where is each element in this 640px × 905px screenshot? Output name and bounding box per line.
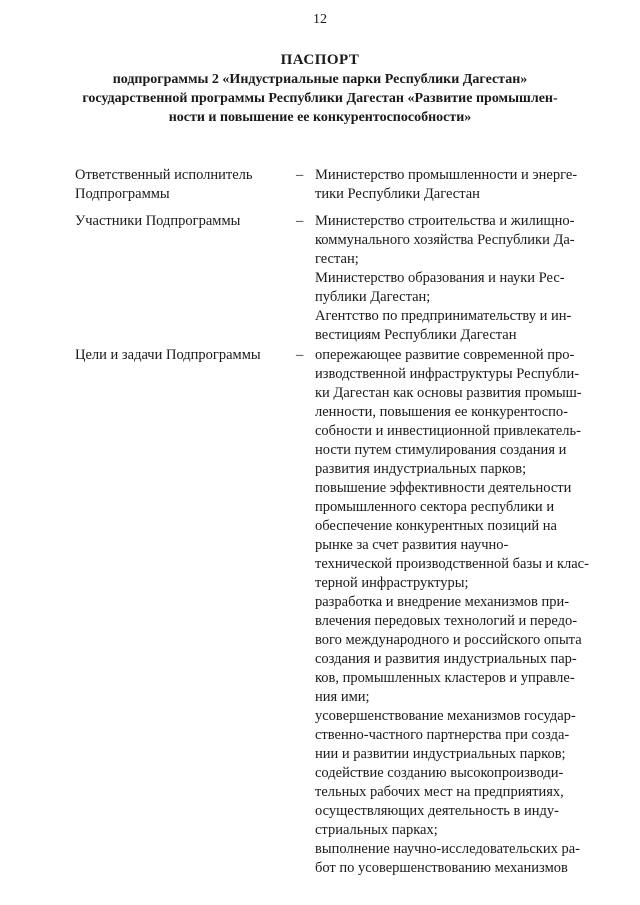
- row-value: [315, 212, 601, 345]
- row-label: [75, 346, 290, 365]
- value-line: публики Дагестан;: [315, 289, 431, 305]
- value-line: Министерство строительства и жилищно-: [315, 213, 575, 229]
- value-line: разработка и внедрение механизмов при-: [315, 594, 570, 610]
- value-line: технической производственной базы и клас-: [315, 556, 589, 572]
- value-line: влечения передовых технологий и передо-: [315, 613, 578, 629]
- value-line: нии и развитии индустриальных парков;: [315, 746, 566, 762]
- subtitle-line: ности и повышение ее конкурентоспособности»: [168, 110, 472, 125]
- value-line: опережающее развитие современной про-: [315, 347, 575, 363]
- subtitle-line: подпрограммы 2 «Индустриальные парки Республики Дагестан»: [112, 72, 528, 87]
- row-label-line: Подпрограммы: [75, 186, 170, 202]
- value-line: осуществляющих деятельность в инду-: [315, 803, 559, 819]
- value-line: усовершенствование механизмов государ-: [315, 708, 576, 724]
- value-line: развития индустриальных парков;: [315, 461, 527, 477]
- value-line: собности и инвестиционной привлекатель-: [315, 423, 581, 439]
- value-line: стриальных парках;: [315, 822, 438, 838]
- value-line: ков, промышленных кластеров и управле-: [315, 670, 575, 686]
- value-line: изводственной инфраструктуры Республи-: [315, 366, 580, 382]
- value-line: ки Дагестан как основы развития промыш-: [315, 385, 582, 401]
- row-dash: –: [296, 347, 304, 363]
- value-line: выполнение научно-исследовательских ра-: [315, 841, 580, 857]
- value-line: ственно-частного партнерства при созда-: [315, 727, 570, 743]
- row-label-line: Ответственный исполнитель: [75, 167, 253, 183]
- value-line: рынке за счет развития научно-: [315, 537, 509, 553]
- row-label: [75, 212, 290, 231]
- value-line: повышение эффективности деятельности: [315, 480, 572, 496]
- row-label-line: Участники Подпрограммы: [75, 213, 241, 229]
- passport-heading: [60, 50, 580, 127]
- subtitle-line: государственной программы Республики Дагестан «Развитие промышлен-: [82, 91, 558, 106]
- value-line: Министерство образования и науки Рес-: [315, 270, 565, 286]
- value-line: ленности, повышения ее конкурентоспо-: [315, 404, 568, 420]
- value-line: ния ими;: [315, 689, 370, 705]
- document-title: ПАСПОРТ: [280, 52, 360, 68]
- row-value: [315, 166, 601, 204]
- value-line: ности путем стимулирования создания и: [315, 442, 567, 458]
- value-line: промышленного сектора республики и: [315, 499, 555, 515]
- value-line: терной инфраструктуры;: [315, 575, 469, 591]
- value-line: обеспечение конкурентных позиций на: [315, 518, 557, 534]
- value-line: Агентство по предпринимательству и ин-: [315, 308, 572, 324]
- value-line: гестан;: [315, 251, 359, 267]
- value-line: вого международного и российского опыта: [315, 632, 582, 648]
- value-line: создания и развития индустриальных пар-: [315, 651, 577, 667]
- value-line: тики Республики Дагестан: [315, 186, 480, 202]
- row-label: [75, 166, 290, 204]
- value-line: Министерство промышленности и энерге-: [315, 167, 578, 183]
- value-line: тельных рабочих мест на предприятиях,: [315, 784, 564, 800]
- value-line: содействие созданию высокопроизводи-: [315, 765, 564, 781]
- value-line: коммунального хозяйства Республики Да-: [315, 232, 575, 248]
- row-label-line: Цели и задачи Подпрограммы: [75, 347, 261, 363]
- row-value: [315, 346, 601, 878]
- value-line: бот по усовершенствованию механизмов: [315, 860, 568, 876]
- row-dash: –: [296, 213, 304, 229]
- page-number: 12: [313, 12, 327, 27]
- value-line: вестициям Республики Дагестан: [315, 327, 517, 343]
- row-dash: –: [296, 167, 304, 183]
